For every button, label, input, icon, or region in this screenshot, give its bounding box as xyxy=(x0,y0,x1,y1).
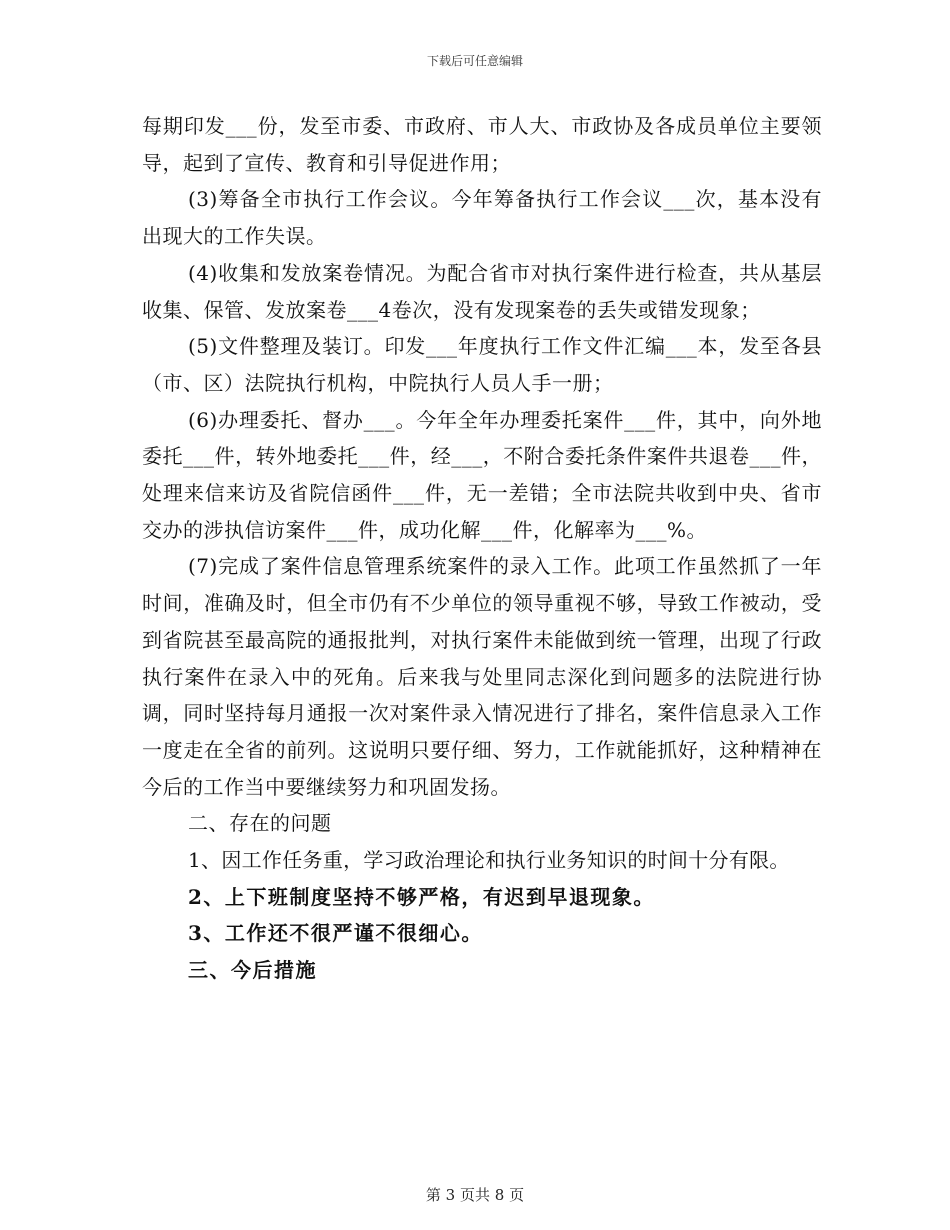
problem-item-2: 2、上下班制度坚持不够严格，有迟到早退现象。 xyxy=(188,884,655,909)
paragraph-item-3: (3)筹备全市执行工作会议。今年筹备执行工作会议___次，基本没有出现大的工作失误。 xyxy=(142,187,822,249)
problem-item-3: 3、工作还不很严谨不很细心。 xyxy=(188,921,483,946)
section-heading-measures: 三、今后措施 xyxy=(188,958,317,983)
document-body xyxy=(142,108,822,989)
paragraph-publication: 每期印发___份，发至市委、市政府、市人大、市政协及各成员单位主要领导，起到了宣传、教育和引导促进作用； xyxy=(142,114,822,175)
paragraph-item-7: (7)完成了案件信息管理系统案件的录入工作。此项工作虽然抓了一年时间，准确及时，但全市仍有不少单位的领导重视不够，导致工作被动，受到省院甚至最高院的通报批判，对执行案件未能做到统一管理，出现了行政执行案件在录入中的死角。后来我与处里同志深化到问题多的法院进行协调，同时坚持每月通报一次对案件录入情况进行了排名，案件信息录入工作一度走在全省的前列。这说明只要仔细、努力，工作就能抓好，这种精神在今后的工作当中要继续努力和巩固发扬。 xyxy=(142,554,822,799)
problem-item-1: 1、因工作任务重，学习政治理论和执行业务知识的时间十分有限。 xyxy=(188,848,790,873)
paragraph-item-4: (4)收集和发放案卷情况。为配合省市对执行案件进行检查，共从基层收集、保管、发放案卷___4卷次，没有发现案卷的丢失或错发现象； xyxy=(142,260,822,322)
paragraph-item-5: (5)文件整理及装订。印发___年度执行工作文件汇编___本，发至各县（市、区）法院执行机构，中院执行人员人手一册； xyxy=(142,334,822,395)
section-heading-problems: 二、存在的问题 xyxy=(188,811,332,836)
page-footer: 第 3 页共 8 页 xyxy=(425,1186,525,1204)
paragraph-item-6: (6)办理委托、督办___。今年全年办理委托案件___件，其中，向外地委托___件，转外地委托___件，经___，不附合委托条件案件共退卷___件，处理来信来访及省院信函件___件，无一差错；全市法院共收到中央、省市交办的涉执信访案件___件，成功化解___件，化解率为___%。 xyxy=(142,407,822,542)
page-header: 下载后可任意编辑 xyxy=(426,54,523,68)
